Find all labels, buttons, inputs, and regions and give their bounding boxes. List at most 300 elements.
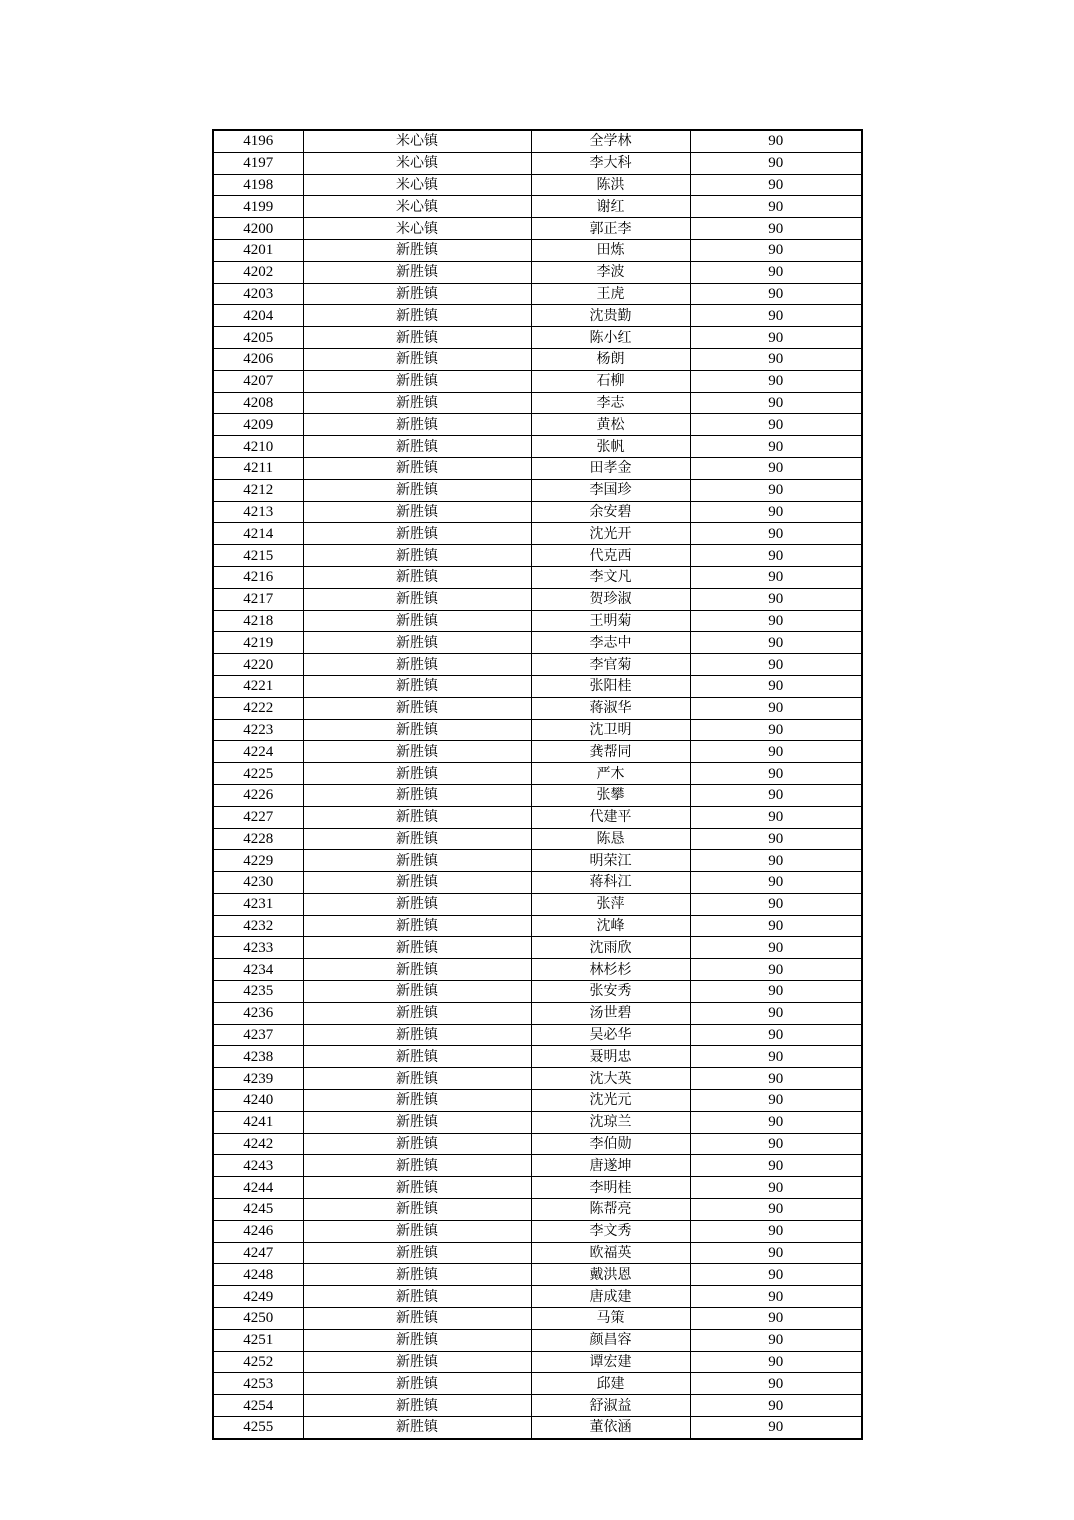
- row-number-cell: 4207: [213, 370, 303, 392]
- town-cell: 新胜镇: [303, 1133, 531, 1155]
- name-cell: 杨朗: [531, 348, 690, 370]
- town-cell: 新胜镇: [303, 392, 531, 414]
- town-cell: 新胜镇: [303, 1155, 531, 1177]
- town-cell: 新胜镇: [303, 806, 531, 828]
- town-cell: 新胜镇: [303, 675, 531, 697]
- town-cell: 新胜镇: [303, 1395, 531, 1417]
- score-cell: 90: [690, 1395, 862, 1417]
- town-cell: 米心镇: [303, 130, 531, 152]
- town-cell: 新胜镇: [303, 1111, 531, 1133]
- name-cell: 黄松: [531, 414, 690, 436]
- name-cell: 李波: [531, 261, 690, 283]
- score-cell: 90: [690, 763, 862, 785]
- score-cell: 90: [690, 872, 862, 894]
- score-cell: 90: [690, 632, 862, 654]
- name-cell: 吴必华: [531, 1024, 690, 1046]
- score-cell: 90: [690, 196, 862, 218]
- row-number-cell: 4230: [213, 872, 303, 894]
- name-cell: 蒋淑华: [531, 697, 690, 719]
- name-cell: 谭宏建: [531, 1351, 690, 1373]
- row-number-cell: 4198: [213, 174, 303, 196]
- town-cell: 新胜镇: [303, 1220, 531, 1242]
- table-row: [213, 566, 862, 588]
- score-cell: 90: [690, 588, 862, 610]
- name-cell: 严木: [531, 763, 690, 785]
- town-cell: 新胜镇: [303, 457, 531, 479]
- town-cell: 新胜镇: [303, 501, 531, 523]
- table-row: [213, 501, 862, 523]
- town-cell: 新胜镇: [303, 915, 531, 937]
- table-row: [213, 675, 862, 697]
- table-row: [213, 741, 862, 763]
- name-cell: 张安秀: [531, 981, 690, 1003]
- town-cell: 米心镇: [303, 152, 531, 174]
- town-cell: 新胜镇: [303, 1068, 531, 1090]
- name-cell: 石柳: [531, 370, 690, 392]
- name-cell: 唐遂坤: [531, 1155, 690, 1177]
- table-row: [213, 1155, 862, 1177]
- score-cell: 90: [690, 1177, 862, 1199]
- row-number-cell: 4250: [213, 1308, 303, 1330]
- row-number-cell: 4204: [213, 305, 303, 327]
- row-number-cell: 4249: [213, 1286, 303, 1308]
- score-cell: 90: [690, 545, 862, 567]
- name-cell: 田孝金: [531, 457, 690, 479]
- score-cell: 90: [690, 654, 862, 676]
- row-number-cell: 4215: [213, 545, 303, 567]
- town-cell: 新胜镇: [303, 828, 531, 850]
- town-cell: 新胜镇: [303, 479, 531, 501]
- town-cell: 新胜镇: [303, 305, 531, 327]
- town-cell: 新胜镇: [303, 893, 531, 915]
- table-row: [213, 457, 862, 479]
- table-row: [213, 1133, 862, 1155]
- score-cell: 90: [690, 1351, 862, 1373]
- row-number-cell: 4233: [213, 937, 303, 959]
- row-number-cell: 4225: [213, 763, 303, 785]
- town-cell: 新胜镇: [303, 654, 531, 676]
- table-row: [213, 588, 862, 610]
- score-cell: 90: [690, 305, 862, 327]
- table-row: [213, 828, 862, 850]
- row-number-cell: 4219: [213, 632, 303, 654]
- score-cell: 90: [690, 675, 862, 697]
- row-number-cell: 4236: [213, 1002, 303, 1024]
- table-row: [213, 1286, 862, 1308]
- row-number-cell: 4226: [213, 784, 303, 806]
- row-number-cell: 4239: [213, 1068, 303, 1090]
- row-number-cell: 4240: [213, 1090, 303, 1112]
- score-cell: 90: [690, 130, 862, 152]
- name-cell: 全学林: [531, 130, 690, 152]
- town-cell: 新胜镇: [303, 1373, 531, 1395]
- town-cell: 新胜镇: [303, 1286, 531, 1308]
- score-cell: 90: [690, 1068, 862, 1090]
- name-cell: 李大科: [531, 152, 690, 174]
- table-row: [213, 218, 862, 240]
- town-cell: 新胜镇: [303, 763, 531, 785]
- row-number-cell: 4248: [213, 1264, 303, 1286]
- row-number-cell: 4197: [213, 152, 303, 174]
- row-number-cell: 4244: [213, 1177, 303, 1199]
- name-cell: 贺珍淑: [531, 588, 690, 610]
- row-number-cell: 4213: [213, 501, 303, 523]
- town-cell: 新胜镇: [303, 566, 531, 588]
- row-number-cell: 4220: [213, 654, 303, 676]
- table-row: [213, 196, 862, 218]
- town-cell: 新胜镇: [303, 1002, 531, 1024]
- town-cell: 新胜镇: [303, 327, 531, 349]
- name-cell: 李文凡: [531, 566, 690, 588]
- table-row: [213, 1090, 862, 1112]
- table-row: [213, 806, 862, 828]
- score-cell: 90: [690, 893, 862, 915]
- row-number-cell: 4210: [213, 436, 303, 458]
- row-number-cell: 4216: [213, 566, 303, 588]
- table-row: [213, 850, 862, 872]
- score-cell: 90: [690, 828, 862, 850]
- town-cell: 新胜镇: [303, 697, 531, 719]
- table-row: [213, 1068, 862, 1090]
- score-cell: 90: [690, 784, 862, 806]
- name-cell: 张阳桂: [531, 675, 690, 697]
- name-cell: 李官菊: [531, 654, 690, 676]
- row-number-cell: 4229: [213, 850, 303, 872]
- town-cell: 米心镇: [303, 174, 531, 196]
- name-cell: 李文秀: [531, 1220, 690, 1242]
- name-cell: 李国珍: [531, 479, 690, 501]
- name-cell: 沈琼兰: [531, 1111, 690, 1133]
- score-cell: 90: [690, 1373, 862, 1395]
- name-cell: 龚帮同: [531, 741, 690, 763]
- row-number-cell: 4223: [213, 719, 303, 741]
- row-number-cell: 4221: [213, 675, 303, 697]
- name-cell: 马策: [531, 1308, 690, 1330]
- town-cell: 米心镇: [303, 218, 531, 240]
- town-cell: 新胜镇: [303, 850, 531, 872]
- town-cell: 新胜镇: [303, 1177, 531, 1199]
- score-cell: 90: [690, 1002, 862, 1024]
- row-number-cell: 4227: [213, 806, 303, 828]
- name-cell: 林杉杉: [531, 959, 690, 981]
- town-cell: 新胜镇: [303, 872, 531, 894]
- score-cell: 90: [690, 1417, 862, 1439]
- name-cell: 余安碧: [531, 501, 690, 523]
- score-cell: 90: [690, 501, 862, 523]
- score-cell: 90: [690, 239, 862, 261]
- row-number-cell: 4196: [213, 130, 303, 152]
- score-cell: 90: [690, 915, 862, 937]
- name-cell: 蒋科江: [531, 872, 690, 894]
- table-row: [213, 1199, 862, 1221]
- score-cell: 90: [690, 741, 862, 763]
- name-cell: 田炼: [531, 239, 690, 261]
- name-cell: 沈大英: [531, 1068, 690, 1090]
- name-cell: 张攀: [531, 784, 690, 806]
- table-row: [213, 545, 862, 567]
- town-cell: 米心镇: [303, 196, 531, 218]
- row-number-cell: 4252: [213, 1351, 303, 1373]
- row-number-cell: 4255: [213, 1417, 303, 1439]
- name-cell: 陈洪: [531, 174, 690, 196]
- table-row: [213, 1046, 862, 1068]
- score-cell: 90: [690, 959, 862, 981]
- table-row: [213, 1177, 862, 1199]
- score-cell: 90: [690, 348, 862, 370]
- town-cell: 新胜镇: [303, 523, 531, 545]
- table-row: [213, 523, 862, 545]
- score-cell: 90: [690, 1220, 862, 1242]
- town-cell: 新胜镇: [303, 610, 531, 632]
- score-cell: 90: [690, 1024, 862, 1046]
- row-number-cell: 4200: [213, 218, 303, 240]
- name-cell: 汤世碧: [531, 1002, 690, 1024]
- table-row: [213, 654, 862, 676]
- score-cell: 90: [690, 174, 862, 196]
- name-cell: 沈峰: [531, 915, 690, 937]
- table-row: [213, 893, 862, 915]
- name-cell: 王虎: [531, 283, 690, 305]
- row-number-cell: 4246: [213, 1220, 303, 1242]
- row-number-cell: 4211: [213, 457, 303, 479]
- town-cell: 新胜镇: [303, 981, 531, 1003]
- row-number-cell: 4222: [213, 697, 303, 719]
- name-cell: 李明桂: [531, 1177, 690, 1199]
- town-cell: 新胜镇: [303, 261, 531, 283]
- score-cell: 90: [690, 850, 862, 872]
- name-cell: 董依涵: [531, 1417, 690, 1439]
- table-row: [213, 130, 862, 152]
- table-row: [213, 719, 862, 741]
- table-row: [213, 1111, 862, 1133]
- name-cell: 戴洪恩: [531, 1264, 690, 1286]
- score-cell: 90: [690, 414, 862, 436]
- score-cell: 90: [690, 1329, 862, 1351]
- table-row: [213, 174, 862, 196]
- table-row: [213, 436, 862, 458]
- score-cell: 90: [690, 697, 862, 719]
- score-cell: 90: [690, 1090, 862, 1112]
- town-cell: 新胜镇: [303, 1351, 531, 1373]
- row-number-cell: 4202: [213, 261, 303, 283]
- name-cell: 李伯勋: [531, 1133, 690, 1155]
- score-cell: 90: [690, 1264, 862, 1286]
- name-cell: 张萍: [531, 893, 690, 915]
- row-number-cell: 4228: [213, 828, 303, 850]
- town-cell: 新胜镇: [303, 1046, 531, 1068]
- table-row: [213, 1242, 862, 1264]
- score-cell: 90: [690, 1111, 862, 1133]
- table-row: [213, 784, 862, 806]
- table-row: [213, 261, 862, 283]
- row-number-cell: 4237: [213, 1024, 303, 1046]
- score-cell: 90: [690, 436, 862, 458]
- row-number-cell: 4253: [213, 1373, 303, 1395]
- town-cell: 新胜镇: [303, 1329, 531, 1351]
- name-cell: 沈光元: [531, 1090, 690, 1112]
- table-row: [213, 872, 862, 894]
- score-cell: 90: [690, 1286, 862, 1308]
- table-row: [213, 981, 862, 1003]
- row-number-cell: 4206: [213, 348, 303, 370]
- town-cell: 新胜镇: [303, 545, 531, 567]
- name-cell: 陈恳: [531, 828, 690, 850]
- table-row: [213, 632, 862, 654]
- row-number-cell: 4251: [213, 1329, 303, 1351]
- town-cell: 新胜镇: [303, 588, 531, 610]
- score-cell: 90: [690, 1046, 862, 1068]
- name-cell: 欧福英: [531, 1242, 690, 1264]
- row-number-cell: 4243: [213, 1155, 303, 1177]
- town-cell: 新胜镇: [303, 1308, 531, 1330]
- town-cell: 新胜镇: [303, 632, 531, 654]
- score-cell: 90: [690, 937, 862, 959]
- table-row: [213, 1417, 862, 1439]
- score-cell: 90: [690, 261, 862, 283]
- score-cell: 90: [690, 479, 862, 501]
- town-cell: 新胜镇: [303, 959, 531, 981]
- name-cell: 唐成建: [531, 1286, 690, 1308]
- town-cell: 新胜镇: [303, 414, 531, 436]
- table-row: [213, 392, 862, 414]
- name-cell: 陈帮亮: [531, 1199, 690, 1221]
- score-cell: 90: [690, 152, 862, 174]
- score-cell: 90: [690, 283, 862, 305]
- row-number-cell: 4205: [213, 327, 303, 349]
- score-cell: 90: [690, 719, 862, 741]
- row-number-cell: 4231: [213, 893, 303, 915]
- town-cell: 新胜镇: [303, 1242, 531, 1264]
- town-cell: 新胜镇: [303, 239, 531, 261]
- row-number-cell: 4235: [213, 981, 303, 1003]
- score-cell: 90: [690, 392, 862, 414]
- table-row: [213, 1002, 862, 1024]
- table-row: [213, 915, 862, 937]
- row-number-cell: 4234: [213, 959, 303, 981]
- name-cell: 邱建: [531, 1373, 690, 1395]
- score-cell: 90: [690, 327, 862, 349]
- data-table: [212, 129, 863, 1440]
- table-row: [213, 327, 862, 349]
- row-number-cell: 4245: [213, 1199, 303, 1221]
- score-cell: 90: [690, 457, 862, 479]
- town-cell: 新胜镇: [303, 784, 531, 806]
- score-cell: 90: [690, 523, 862, 545]
- table-row: [213, 959, 862, 981]
- table-row: [213, 1395, 862, 1417]
- name-cell: 代克西: [531, 545, 690, 567]
- name-cell: 沈卫明: [531, 719, 690, 741]
- name-cell: 聂明忠: [531, 1046, 690, 1068]
- town-cell: 新胜镇: [303, 1264, 531, 1286]
- table-row: [213, 1373, 862, 1395]
- name-cell: 陈小红: [531, 327, 690, 349]
- row-number-cell: 4218: [213, 610, 303, 632]
- name-cell: 谢红: [531, 196, 690, 218]
- town-cell: 新胜镇: [303, 348, 531, 370]
- name-cell: 李志中: [531, 632, 690, 654]
- score-cell: 90: [690, 218, 862, 240]
- town-cell: 新胜镇: [303, 436, 531, 458]
- town-cell: 新胜镇: [303, 937, 531, 959]
- score-cell: 90: [690, 566, 862, 588]
- table-row: [213, 305, 862, 327]
- name-cell: 郭正李: [531, 218, 690, 240]
- town-cell: 新胜镇: [303, 1417, 531, 1439]
- name-cell: 颜昌容: [531, 1329, 690, 1351]
- row-number-cell: 4214: [213, 523, 303, 545]
- score-cell: 90: [690, 1155, 862, 1177]
- table-row: [213, 152, 862, 174]
- table-row: [213, 370, 862, 392]
- score-cell: 90: [690, 370, 862, 392]
- row-number-cell: 4232: [213, 915, 303, 937]
- name-cell: 舒淑益: [531, 1395, 690, 1417]
- score-cell: 90: [690, 1242, 862, 1264]
- name-cell: 沈贵勤: [531, 305, 690, 327]
- table-row: [213, 348, 862, 370]
- row-number-cell: 4208: [213, 392, 303, 414]
- score-cell: 90: [690, 1308, 862, 1330]
- table-row: [213, 283, 862, 305]
- row-number-cell: 4238: [213, 1046, 303, 1068]
- table-row: [213, 1024, 862, 1046]
- name-cell: 沈光开: [531, 523, 690, 545]
- score-cell: 90: [690, 610, 862, 632]
- table-row: [213, 479, 862, 501]
- table-body: [213, 130, 862, 1439]
- row-number-cell: 4203: [213, 283, 303, 305]
- name-cell: 沈雨欣: [531, 937, 690, 959]
- town-cell: 新胜镇: [303, 741, 531, 763]
- name-cell: 李志: [531, 392, 690, 414]
- table-row: [213, 1308, 862, 1330]
- row-number-cell: 4217: [213, 588, 303, 610]
- name-cell: 张帆: [531, 436, 690, 458]
- table-row: [213, 1329, 862, 1351]
- town-cell: 新胜镇: [303, 1024, 531, 1046]
- table-row: [213, 1351, 862, 1373]
- row-number-cell: 4254: [213, 1395, 303, 1417]
- row-number-cell: 4209: [213, 414, 303, 436]
- name-cell: 明荣江: [531, 850, 690, 872]
- name-cell: 王明菊: [531, 610, 690, 632]
- row-number-cell: 4212: [213, 479, 303, 501]
- town-cell: 新胜镇: [303, 1090, 531, 1112]
- row-number-cell: 4201: [213, 239, 303, 261]
- town-cell: 新胜镇: [303, 719, 531, 741]
- table-row: [213, 697, 862, 719]
- row-number-cell: 4247: [213, 1242, 303, 1264]
- table-row: [213, 610, 862, 632]
- table-row: [213, 763, 862, 785]
- town-cell: 新胜镇: [303, 1199, 531, 1221]
- table-row: [213, 937, 862, 959]
- town-cell: 新胜镇: [303, 370, 531, 392]
- table-row: [213, 239, 862, 261]
- score-cell: 90: [690, 1199, 862, 1221]
- table-row: [213, 1264, 862, 1286]
- score-cell: 90: [690, 1133, 862, 1155]
- score-cell: 90: [690, 981, 862, 1003]
- row-number-cell: 4241: [213, 1111, 303, 1133]
- row-number-cell: 4224: [213, 741, 303, 763]
- town-cell: 新胜镇: [303, 283, 531, 305]
- row-number-cell: 4242: [213, 1133, 303, 1155]
- score-cell: 90: [690, 806, 862, 828]
- table-row: [213, 1220, 862, 1242]
- name-cell: 代建平: [531, 806, 690, 828]
